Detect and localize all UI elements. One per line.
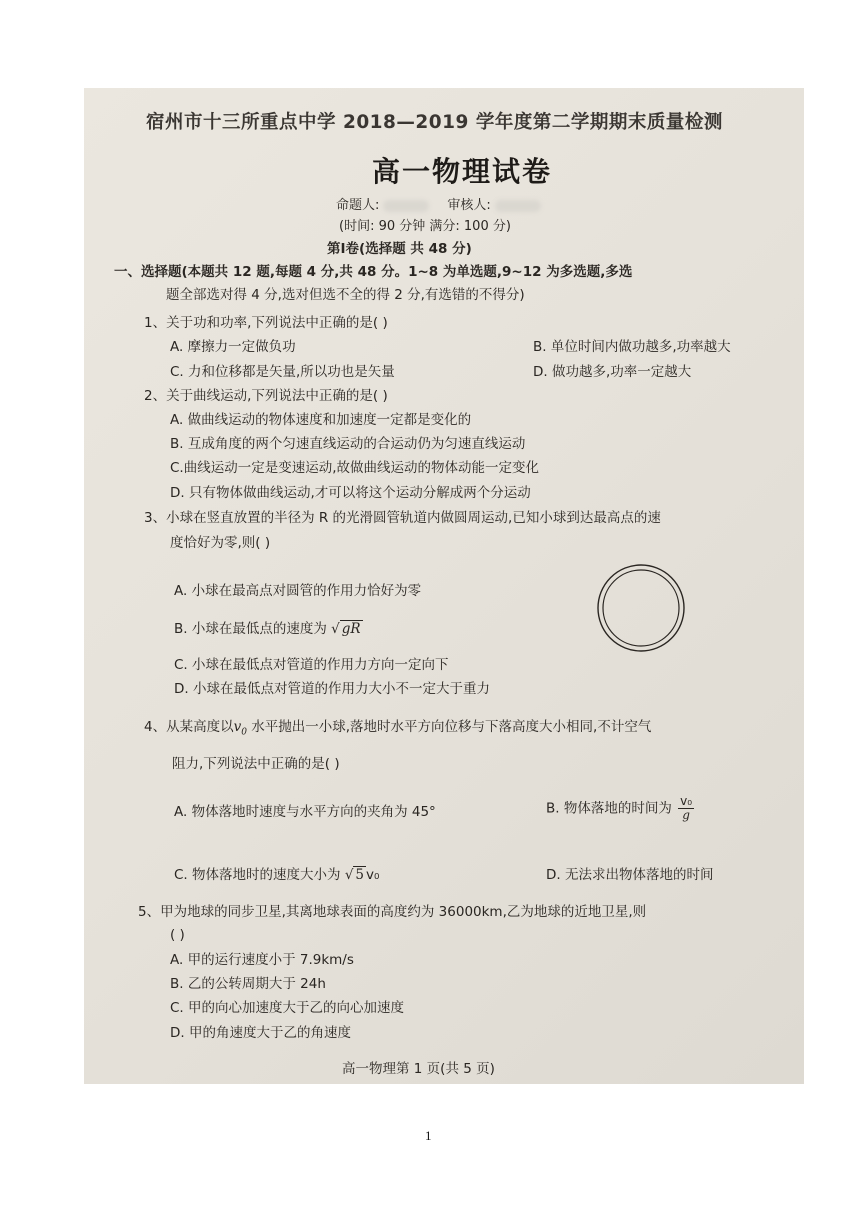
question-3-stem-line2: 度恰好为零,则( ) <box>170 535 271 551</box>
author-line <box>336 197 559 215</box>
page-footer: 高一物理第 1 页(共 5 页) <box>342 1061 495 1077</box>
q3-option-b <box>174 620 363 638</box>
q3-option-c: C. 小球在最低点对管道的作用力方向一定向下 <box>174 657 449 673</box>
time-score-info: (时间: 90 分钟 满分: 100 分) <box>339 219 511 234</box>
exam-title: 高一物理试卷 <box>372 155 553 188</box>
q1-option-a: A. 摩擦力一定做负功 <box>170 339 296 355</box>
q4-option-a: A. 物体落地时速度与水平方向的夹角为 45° <box>174 804 436 820</box>
question-2-stem: 2、关于曲线运动,下列说法中正确的是( ) <box>144 388 388 404</box>
question-3-stem-line1: 3、小球在竖直放置的半径为 R 的光滑圆管轨道内做圆周运动,已知小球到达最高点的速 <box>144 510 661 526</box>
q1-option-c: C. 力和位移都是矢量,所以功也是矢量 <box>170 364 395 380</box>
q5-option-d: D. 甲的角速度大于乙的角速度 <box>170 1025 351 1041</box>
q4-option-b-text: B. 物体落地的时间为 <box>546 800 672 817</box>
q4-option-d: D. 无法求出物体落地的时间 <box>546 867 714 883</box>
q5-option-a: A. 甲的运行速度小于 7.9km/s <box>170 952 354 968</box>
q4-stem-text-a: 4、从某高度以 <box>144 719 234 735</box>
q3-option-a: A. 小球在最高点对圆管的作用力恰好为零 <box>174 583 422 599</box>
q2-option-a: A. 做曲线运动的物体速度和加速度一定都是变化的 <box>170 412 472 428</box>
q1-option-b: B. 单位时间内做功越多,功率越大 <box>533 339 731 355</box>
question-5-stem-line2: ( ) <box>170 927 185 943</box>
section-instructions-line2: 题全部选对得 4 分,选对但选不全的得 2 分,有选错的不得分) <box>166 287 525 303</box>
reviewer-label: 审核人: <box>447 198 491 213</box>
q4-option-b <box>546 795 694 822</box>
section-instructions-line1: 一、选择题(本题共 12 题,每题 4 分,共 48 分。1~8 为单选题,9~12 为多选题,多选 <box>114 264 633 280</box>
circular-tube-diagram <box>596 563 686 653</box>
redacted-name <box>383 200 429 212</box>
redacted-name <box>495 200 541 212</box>
sqrt-5-formula: √ 5 <box>344 867 365 883</box>
question-5-stem-line1: 5、甲为地球的同步卫星,其离地球表面的高度约为 36000km,乙为地球的近地卫星,则 <box>138 904 647 920</box>
v0-over-g-fraction: $\frac{\text{v₀}}{g}$ <box>680 794 693 822</box>
q4-stem-text-b: 水平抛出一小球,落地时水平方向位移与下落高度大小相同,不计空气 <box>246 719 652 735</box>
q1-option-d: D. 做功越多,功率一定越大 <box>533 364 692 380</box>
sqrt-gr-formula: √ gR <box>331 621 361 637</box>
q4-option-c <box>174 866 379 884</box>
q4-option-c-text: C. 物体落地时的速度大小为 <box>174 867 341 883</box>
q2-option-c: C.曲线运动一定是变速运动,故做曲线运动的物体动能一定变化 <box>170 460 540 476</box>
v0-symbol: v₀ <box>366 867 380 883</box>
v0-symbol: $v_0$ <box>233 719 247 738</box>
page-number: 1 <box>425 1128 432 1143</box>
q5-option-c: C. 甲的向心加速度大于乙的向心加速度 <box>170 1000 405 1016</box>
school-exam-header: 宿州市十三所重点中学 2018—2019 学年度第二学期期末质量检测 <box>146 112 723 133</box>
q5-option-b: B. 乙的公转周期大于 24h <box>170 976 326 992</box>
exam-page-photo <box>84 88 804 1084</box>
author-label: 命题人: <box>336 198 380 213</box>
q2-option-b: B. 互成角度的两个匀速直线运动的合运动仍为匀速直线运动 <box>170 436 526 452</box>
q2-option-d: D. 只有物体做曲线运动,才可以将这个运动分解成两个分运动 <box>170 485 531 501</box>
question-4-stem-line2: 阻力,下列说法中正确的是( ) <box>172 756 340 772</box>
question-1-stem: 1、关于功和功率,下列说法中正确的是( ) <box>144 315 388 331</box>
part-title: 第Ⅰ卷(选择题 共 48 分) <box>327 241 472 257</box>
question-4-stem-line1 <box>144 718 651 742</box>
q3-option-d: D. 小球在最低点对管道的作用力大小不一定大于重力 <box>174 681 490 697</box>
q3-option-b-text: B. 小球在最低点的速度为 <box>174 621 327 637</box>
